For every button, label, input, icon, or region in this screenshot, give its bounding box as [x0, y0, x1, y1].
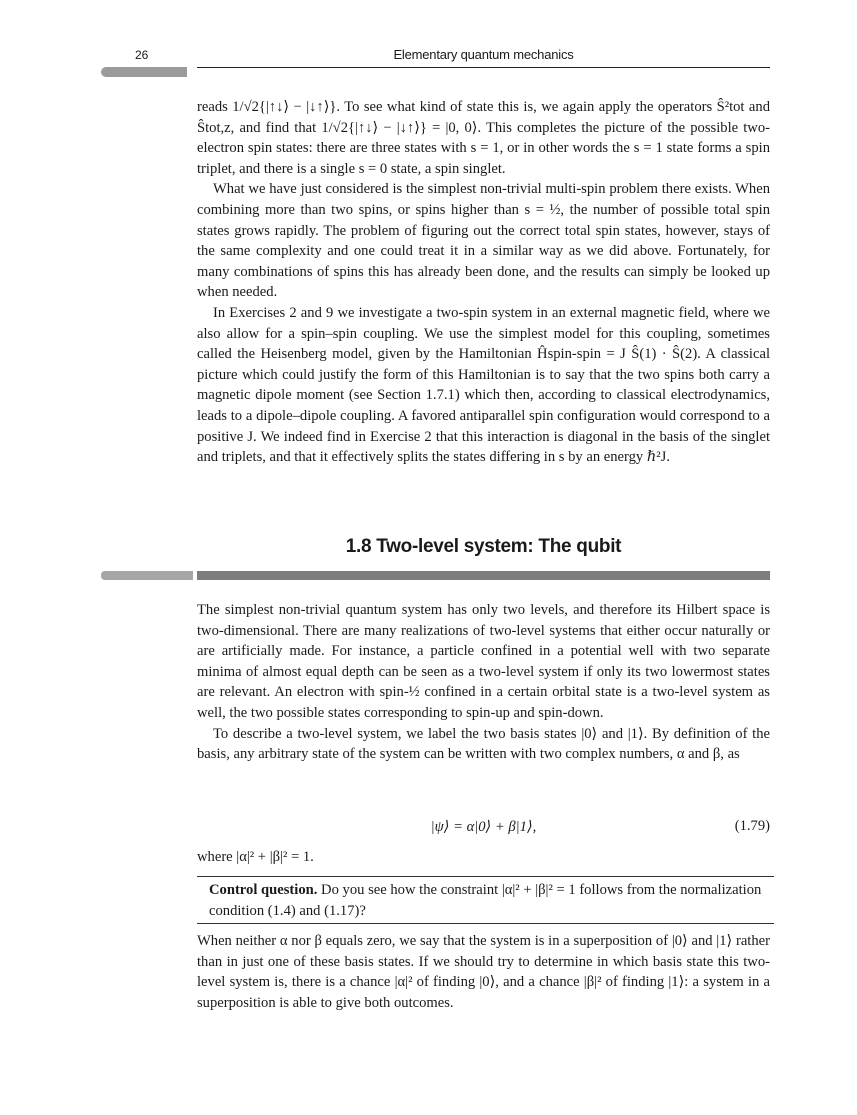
paragraph-superposition: When neither α nor β equals zero, we say that the system is in a superposition of |0⟩ and |1⟩ rather than in just one of these basis states. If we should try to determine in which basis state this two-level system is, there is a chance |α|² of finding |0⟩, and a chance |β|² of finding |1⟩: a system in a superposition is able to give both outcomes.	[197, 933, 770, 1011]
paragraph-two-level: The simplest non-trivial quantum system has only two levels, and therefore its Hilbert space is two-dimensional. There are many realizations of two-level systems that either occur naturally or are artificially made. For instance, a particle confined in a potential well with two separate minima of almost equal depth can be seen as a two-level system if only its two lowermost states are relevant. An electron with spin-½ confined in a certain orbital state is a two-level system as well, the two possible states corresponding to spin-up and spin-down.	[197, 602, 770, 721]
constraint-line: where |α|² + |β|² = 1.	[197, 849, 314, 865]
page-number: 26	[135, 48, 149, 62]
top-text	[197, 97, 770, 468]
section-title: 1.8 Two-level system: The qubit	[345, 536, 622, 557]
header-rule	[197, 67, 770, 68]
section-bar-left	[101, 571, 193, 580]
control-question-label: Control question.	[209, 882, 318, 898]
control-question-box	[197, 876, 774, 924]
equation-number: (1.79)	[734, 818, 770, 834]
header-bar	[101, 67, 187, 77]
final-text	[197, 931, 770, 1013]
paragraph-intro: reads 1/√2{|↑↓⟩ − |↓↑⟩}. To see what kind of state this is, we again apply the operators Ŝ²tot and Ŝtot,z, and find that 1/√2{|↑↓⟩ − |↓↑⟩} = |0, 0⟩. This completes the picture of the possible two-electron spin states: there are three states with s = 1, or in other words the s = 1 state forms a spin triplet, and there is a single s = 0 state, a spin singlet.	[197, 99, 770, 177]
paragraph-exercises: In Exercises 2 and 9 we investigate a two-spin system in an external magnetic field, where we also allow for a spin–spin coupling. We use the simplest model for this coupling, sometimes called the Heisenberg model, given by the Hamiltonian Ĥspin-spin = J Ŝ(1) · Ŝ(2). A classical picture which could justify the form of this Hamiltonian is to say that the two spins both carry a magnetic dipole moment (see Section 1.7.1) which then, according to classical electrodynamics, leads to a dipole–dipole coupling. A favored antiparallel spin configuration would correspond to a positive J. We indeed find in Exercise 2 that this interaction is diagonal in the basis of the singlet and triplets, and that it effectively splits the states differing in s by an energy ℏ²J.	[197, 304, 770, 466]
equation-1-79	[197, 818, 770, 840]
control-question-text: Do you see how the constraint |α|² + |β|² = 1 follows from the normalization condition (1.4) and (1.17)?	[209, 882, 762, 919]
paragraph-basis: To describe a two-level system, we label the two basis states |0⟩ and |1⟩. By definition of the basis, any arbitrary state of the system can be written with two complex numbers, α and β, as	[197, 725, 770, 763]
equation-body: |ψ⟩ = α|0⟩ + β|1⟩,	[430, 819, 537, 835]
section-text	[197, 600, 770, 765]
running-title: Elementary quantum mechanics	[393, 47, 574, 62]
paragraph-multispin: What we have just considered is the simplest non-trivial multi-spin problem there exists. When combining more than two spins, or spins higher than s = ½, the number of possible total spin states grows rapidly. The problem of figuring out the correct total spin states, however, stays of the same complexity and one could treat it in a similar way as we did above. Fortunately, for many combinations of spins this has already been done, and the results can simply be looked up when needed.	[197, 181, 770, 301]
section-bar-right	[197, 571, 770, 580]
